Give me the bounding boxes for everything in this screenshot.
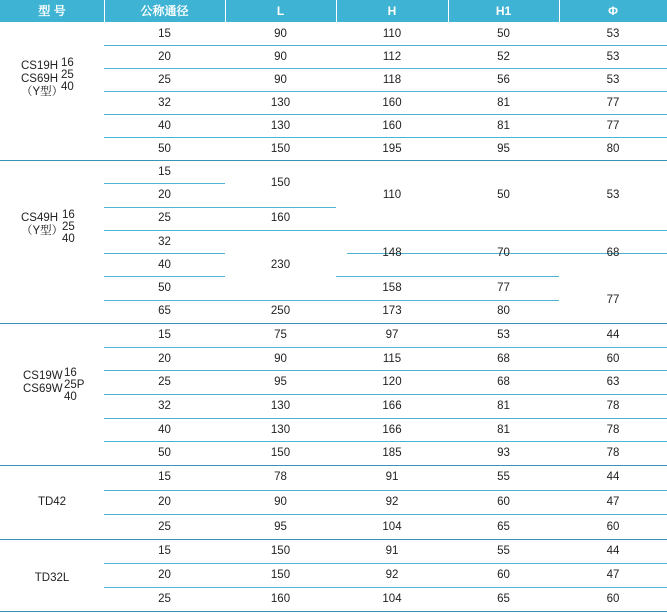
- group-separator: [0, 465, 667, 466]
- height-value: 166: [382, 399, 402, 412]
- phi-value: 60: [606, 352, 620, 365]
- height-value: 160: [382, 96, 402, 109]
- nominal-diameter-value: 15: [158, 328, 171, 341]
- model-name: CS19W: [23, 370, 63, 382]
- phi-value: 77: [606, 119, 620, 132]
- header-model: 型 号: [38, 4, 66, 18]
- row-divider: [104, 137, 667, 138]
- length-value: 90: [274, 496, 287, 508]
- nominal-diameter-value: 40: [158, 119, 171, 132]
- height-value: 173: [382, 305, 402, 318]
- model-name: CS49H: [21, 212, 59, 224]
- phi-value: 44: [606, 328, 620, 341]
- length-value: 150: [270, 545, 291, 557]
- phi-value: 60: [606, 593, 620, 605]
- nominal-diameter-value: 50: [158, 142, 171, 155]
- row-divider: [104, 441, 667, 442]
- nominal-diameter-value: 20: [158, 50, 171, 63]
- h1-value: 56: [497, 73, 510, 86]
- length-value: 150: [270, 177, 291, 190]
- h1-value: 68: [497, 376, 510, 389]
- nominal-diameter-value: 25: [158, 73, 171, 86]
- nominal-diameter-value: 32: [158, 235, 171, 248]
- pressure-rating: 16: [64, 367, 77, 379]
- height-value: 91: [385, 545, 399, 557]
- phi-value: 53: [606, 27, 620, 40]
- row-divider: [104, 514, 667, 515]
- h1-value: 60: [497, 496, 510, 508]
- height-value: 92: [385, 569, 399, 581]
- height-value: 148: [382, 247, 402, 260]
- h1-value: 55: [497, 471, 510, 484]
- length-value: 90: [274, 352, 287, 365]
- group-separator: [0, 323, 667, 324]
- row-divider: [104, 563, 667, 564]
- height-value: 160: [382, 119, 402, 132]
- nominal-diameter-value: 65: [158, 305, 171, 318]
- phi-value: 77: [606, 293, 620, 306]
- row-divider: [104, 183, 225, 184]
- header-nominal-diameter: 公称通径: [140, 4, 189, 18]
- height-value: 97: [385, 328, 399, 341]
- model-name: TD42: [37, 496, 67, 508]
- nominal-diameter-value: 25: [158, 212, 171, 225]
- height-value: 158: [382, 282, 402, 295]
- height-value: 120: [382, 376, 402, 389]
- h1-value: 65: [497, 593, 510, 605]
- phi-value: 60: [606, 520, 620, 533]
- length-value: 130: [270, 423, 291, 436]
- header-separator: [225, 0, 226, 22]
- nominal-diameter-value: 25: [158, 376, 171, 389]
- model-name: CS19H: [21, 60, 59, 72]
- header-l: L: [276, 4, 285, 18]
- h1-value: 81: [497, 96, 510, 109]
- length-value: 95: [274, 520, 287, 533]
- length-value: 78: [274, 471, 287, 484]
- phi-value: 44: [606, 545, 620, 557]
- nominal-diameter-value: 50: [158, 282, 171, 295]
- length-value: 150: [270, 447, 291, 460]
- nominal-diameter-value: 40: [158, 423, 171, 436]
- phi-value: 68: [606, 247, 620, 260]
- length-value: 90: [274, 73, 287, 86]
- nominal-diameter-value: 15: [158, 471, 171, 484]
- height-value: 110: [382, 27, 402, 40]
- header-separator: [104, 0, 105, 22]
- length-value: 90: [274, 50, 287, 63]
- h1-value: 77: [497, 282, 510, 295]
- nominal-diameter-value: 15: [158, 27, 171, 40]
- row-divider: [104, 587, 667, 588]
- height-value: 118: [382, 73, 402, 86]
- h1-value: 50: [497, 188, 510, 201]
- row-divider: [104, 490, 667, 491]
- height-value: 195: [382, 142, 402, 155]
- header-separator: [336, 0, 337, 22]
- phi-value: 47: [606, 569, 620, 581]
- h1-value: 95: [497, 142, 510, 155]
- pressure-rating: 25P: [64, 379, 85, 391]
- h1-value: 55: [497, 545, 510, 557]
- height-value: 115: [382, 352, 402, 365]
- phi-value: 80: [606, 142, 620, 155]
- length-value: 130: [270, 96, 291, 109]
- height-value: 112: [382, 50, 402, 63]
- length-value: 90: [274, 27, 287, 40]
- length-value: 250: [270, 305, 291, 318]
- length-value: 75: [274, 328, 287, 341]
- phi-value: 53: [606, 73, 620, 86]
- row-divider: [104, 300, 559, 301]
- length-value: 130: [270, 399, 291, 412]
- row-divider: [104, 68, 667, 69]
- height-value: 166: [382, 423, 402, 436]
- height-value: 104: [382, 593, 402, 605]
- pressure-rating: 25: [61, 69, 74, 81]
- nominal-diameter-value: 32: [158, 399, 171, 412]
- header-h1: H1: [495, 4, 512, 18]
- height-value: 91: [385, 471, 399, 484]
- h1-value: 81: [497, 119, 510, 132]
- nominal-diameter-value: 20: [158, 496, 171, 508]
- header-separator: [448, 0, 449, 22]
- nominal-diameter-value: 40: [158, 258, 171, 271]
- h1-value: 70: [497, 247, 510, 260]
- group-separator: [0, 539, 667, 540]
- row-divider: [104, 230, 667, 231]
- model-name: TD32L: [34, 572, 70, 584]
- row-divider: [336, 276, 559, 277]
- pressure-rating: 40: [62, 233, 75, 245]
- model-name: （Y型）: [21, 86, 64, 98]
- model-name: CS69W: [23, 383, 63, 395]
- nominal-diameter-value: 25: [158, 520, 171, 533]
- pressure-rating: 40: [64, 391, 77, 403]
- group-separator: [0, 160, 667, 161]
- pressure-rating: 25: [62, 221, 75, 233]
- h1-value: 53: [497, 328, 510, 341]
- nominal-diameter-value: 15: [158, 165, 171, 178]
- row-divider: [104, 347, 667, 348]
- h1-value: 60: [497, 569, 510, 581]
- height-value: 104: [382, 520, 402, 533]
- nominal-diameter-value: 25: [158, 593, 171, 605]
- header-h: H: [387, 4, 397, 18]
- phi-value: 78: [606, 447, 620, 460]
- row-divider: [104, 276, 225, 277]
- nominal-diameter-value: 20: [158, 352, 171, 365]
- height-value: 185: [382, 447, 402, 460]
- header-phi: Φ: [608, 4, 618, 18]
- row-divider: [104, 418, 667, 419]
- length-value: 150: [270, 142, 291, 155]
- length-value: 95: [274, 376, 287, 389]
- h1-value: 81: [497, 423, 510, 436]
- row-divider: [104, 45, 667, 46]
- phi-value: 53: [606, 50, 620, 63]
- phi-value: 77: [606, 96, 620, 109]
- phi-value: 78: [606, 399, 620, 412]
- length-value: 230: [270, 258, 291, 271]
- phi-value: 44: [606, 471, 620, 484]
- nominal-diameter-value: 20: [158, 569, 171, 581]
- length-value: 130: [270, 119, 291, 132]
- phi-value: 63: [606, 376, 620, 389]
- phi-value: 53: [606, 188, 620, 201]
- phi-value: 78: [606, 423, 620, 436]
- length-value: 150: [270, 569, 291, 581]
- pressure-rating: 16: [62, 209, 75, 221]
- h1-value: 52: [497, 50, 510, 63]
- h1-value: 80: [497, 305, 510, 318]
- phi-value: 47: [606, 496, 620, 508]
- table-header: [0, 0, 667, 22]
- row-divider: [104, 370, 667, 371]
- row-divider: [104, 394, 667, 395]
- h1-value: 68: [497, 352, 510, 365]
- h1-value: 81: [497, 399, 510, 412]
- height-value: 92: [385, 496, 399, 508]
- pressure-rating: 40: [61, 81, 74, 93]
- h1-value: 50: [497, 27, 510, 40]
- length-value: 160: [270, 212, 291, 225]
- height-value: 110: [382, 188, 402, 201]
- group-separator: [0, 611, 667, 612]
- nominal-diameter-value: 32: [158, 96, 171, 109]
- model-name: CS69H: [21, 73, 59, 85]
- header-separator: [559, 0, 560, 22]
- row-divider: [104, 91, 667, 92]
- nominal-diameter-value: 50: [158, 447, 171, 460]
- row-divider: [104, 114, 667, 115]
- h1-value: 65: [497, 520, 510, 533]
- row-divider: [104, 207, 336, 208]
- row-divider: [104, 253, 225, 254]
- nominal-diameter-value: 20: [158, 188, 171, 201]
- h1-value: 93: [497, 447, 510, 460]
- model-name: （Y型）: [21, 225, 64, 237]
- nominal-diameter-value: 15: [158, 545, 171, 557]
- pressure-rating: 16: [61, 57, 74, 69]
- length-value: 160: [270, 593, 291, 605]
